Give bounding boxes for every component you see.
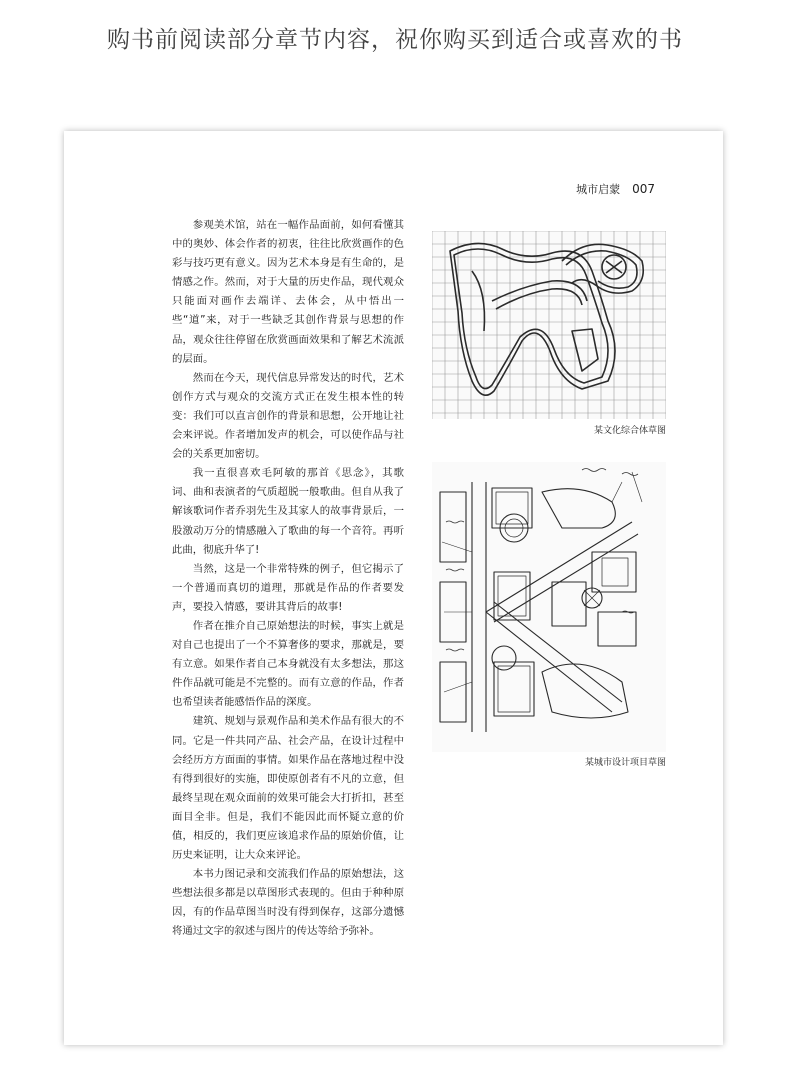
paragraph: 本书力图记录和交流我们作品的原始想法，这些想法很多都是以草图形式表现的。但由于种种原因，有的作品草图当时没有得到保存，这部分遗憾将通过文字的叙述与图片的传达等给予弥补。	[172, 868, 404, 938]
book-page	[64, 131, 723, 1045]
urban-design-sketch	[432, 462, 666, 752]
body-text	[172, 216, 404, 942]
paragraph: 当然，这是一个非常特殊的例子，但它揭示了一个普通而真切的道理，那就是作品的作者要发声，要投入情感，要讲其背后的故事!	[172, 562, 404, 613]
paragraph: 然而在今天，现代信息异常发达的时代，艺术创作方式与观众的交流方式正在发生根本性的转变：我们可以直言创作的背景和思想，公开地让社会来评说。作者增加发声的机会，可以使作品与社会的关系更加密切。	[172, 371, 404, 461]
running-head	[576, 181, 655, 197]
chapter-title: 城市启蒙	[576, 183, 621, 196]
paragraph: 建筑、规划与景观作品和美术作品有很大的不同。它是一件共同产品、社会产品，在设计过程中会经历方方面面的事情。如果作品在落地过程中没有得到很好的实施，即使原创者有不凡的立意，但最终呈现在观众面前的效果可能会大打折扣，甚至面目全非。但是，我们不能因此而怀疑立意的价值，相反的，我们更应该追求作品的原始价值，让历史来证明，让大众来评论。	[172, 715, 404, 862]
banner-text: 购书前阅读部分章节内容，祝你购买到适合或喜欢的书	[107, 27, 683, 53]
paragraph: 作者在推介自己原始想法的时候，事实上就是对自己也提出了一个不算奢侈的要求，那就是，要有立意。如果作者自己本身就没有太多想法，那这件作品就可能是不完整的。而有立意的作品，作者也希望读者能感悟作品的深度。	[172, 619, 404, 709]
page-number: 007	[632, 182, 655, 196]
figure-caption: 某文化综合体草图	[593, 426, 666, 436]
paragraph: 我一直很喜欢毛阿敏的那首《思念》，其歌词、曲和表演者的气质超脱一般歌曲。但自从我了解该歌词作者乔羽先生及其家人的故事背景后，一股激动万分的情感融入了歌曲的每一个音符。再听此曲，彻底升华了!	[172, 467, 404, 556]
cultural-complex-sketch	[432, 231, 666, 419]
figure-caption: 某城市设计项目草图	[584, 758, 666, 768]
paragraph: 参观美术馆，站在一幅作品面前，如何看懂其中的奥妙、体会作者的初衷，往往比欣赏画作的色彩与技巧更有意义。因为艺术本身是有生命的，是情感之作。然而，对于大量的历史作品，现代观众只能面对画作去端详、去体会，从中悟出一些“道”来，对于一些缺乏其创作背景与思想的作品，观众往往停留在欣赏画面效果和了解艺术流派的层面。	[172, 219, 404, 365]
